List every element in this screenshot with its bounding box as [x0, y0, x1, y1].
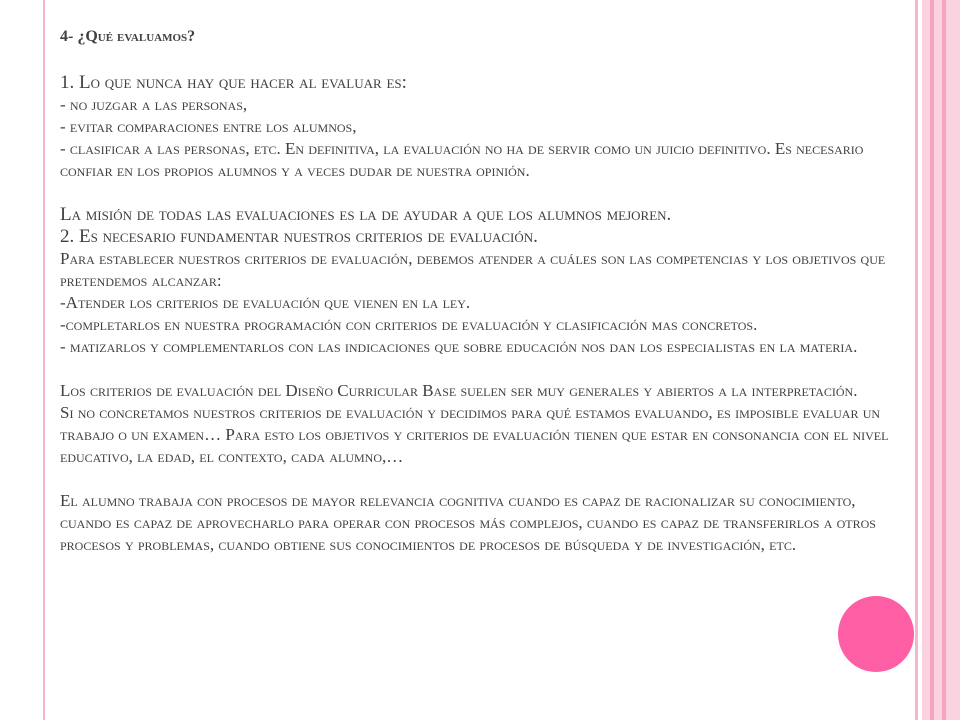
decorative-stripes [922, 0, 960, 720]
bullet-atender: -Atender los criterios de evaluación que vienen en la ley. [60, 293, 471, 312]
bullet-no-juzgar: - no juzgar a las personas, [60, 95, 248, 114]
procesos-cognitivos: El alumno trabaja con procesos de mayor relevancia cognitiva cuando es capaz de racionalizar su conocimiento, cuando es capaz de aprovecharlo para operar con procesos más complejos, cuando es capaz de transferirlos a otros procesos y problemas, cuando obtiene sus conocimientos de procesos de búsqueda y de investigación, etc. [60, 491, 876, 554]
mision-evaluaciones: La misión de todas las evaluaciones es la de ayudar a que los alumnos mejoren. [60, 204, 672, 225]
left-frame-line [0, 0, 45, 720]
bullet-evitar-comparaciones: - evitar comparaciones entre los alumnos, [60, 117, 357, 136]
bullet-matizarlos: - matizarlos y complementarlos con las indicaciones que sobre educación nos dan los especialistas en la materia. [60, 337, 858, 356]
slide-content [60, 26, 908, 556]
decorative-circle [838, 596, 914, 672]
bullet-clasificar: - clasificar a las personas, etc. En definitiva, la evaluación no ha de servir como un juicio definitivo. Es necesario confiar en los propios alumnos y a veces dudar de nuestra opinión. [60, 139, 864, 180]
bullet-completarlos: -completarlos en nuestra programación con criterios de evaluación y clasificación mas concretos. [60, 315, 758, 334]
criterios-dcb: Los criterios de evaluación del Diseño Curricular Base suelen ser muy generales y abiertos a la interpretación. [60, 381, 858, 400]
point-1: 1. Lo que nunca hay que hacer al evaluar es: [60, 72, 407, 93]
right-frame-line [915, 0, 918, 720]
point-2: 2. Es necesario fundamentar nuestros criterios de evaluación. [60, 226, 538, 247]
concretar-criterios: Si no concretamos nuestros criterios de evaluación y decidimos para qué estamos evaluando, es imposible evaluar un trabajo o un examen… Para esto los objetivos y criterios de evaluación tienen que estar en consonancia con el nivel educativo, la edad, el contexto, cada alumno,… [60, 403, 889, 466]
establecer-criterios: Para establecer nuestros criterios de evaluación, debemos atender a cuáles son las competencias y los objetivos que pretendemos alcanzar: [60, 249, 886, 290]
slide-title: 4- ¿Qué evaluamos? [60, 28, 196, 45]
